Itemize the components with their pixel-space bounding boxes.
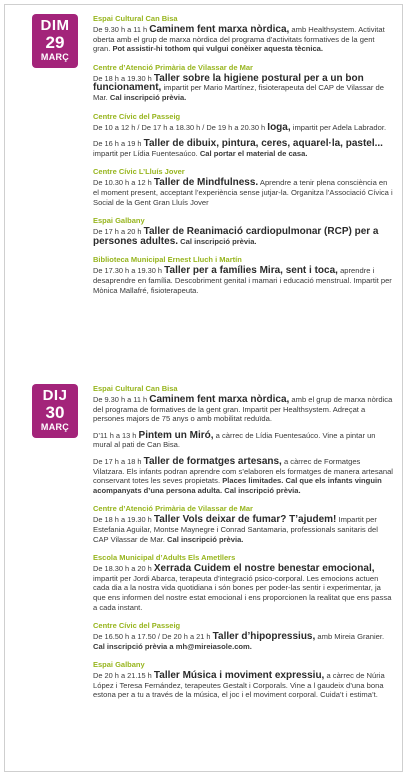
event-note: Pot assistir-hi tothom qui vulgui conèixer aquesta tècnica. [112, 44, 323, 54]
event-title: Taller sobre la higiene postural per a un bon funcionament, [93, 72, 364, 94]
event-title: Taller de dibuix, pintura, ceres, aquarel·la, pastel... [143, 138, 383, 150]
event-note: Cal inscripció prèvia. [109, 92, 187, 102]
day-badge [32, 384, 78, 438]
venue-name: Espai Galbany [93, 216, 145, 226]
event-note: Cal portar el material de casa. [199, 148, 308, 158]
event-description: impartit per Adela Labrador. [292, 122, 387, 132]
event-text [93, 564, 393, 612]
event-time: De 17 h a 18 h [93, 456, 142, 466]
event-title: Taller Vols deixar de fumar? T’ajudem! [153, 514, 337, 526]
venue-name: Centre d’Atenció Primària de Vilassar de Mar [93, 62, 253, 72]
event-text [93, 123, 393, 133]
event-description: amb Healthsystem. Activitat oberta amb el grup de marxa nòrdica del programa d’activitats formatives de la gent gran. [93, 25, 385, 54]
event [93, 553, 393, 612]
event-description: Impartit per Estefania Aguilar, Montse Maynegre i Conrad Santamaria, professionals sanitaris del CAP Vilassar de Mar. [93, 515, 378, 544]
venue-name: Espai Galbany [93, 660, 145, 670]
event-text [93, 431, 393, 450]
event-title: Ioga, [267, 121, 291, 133]
event-time: De 17.30 h a 19.30 h [93, 266, 163, 276]
event-title: Xerrada Cuidem el nostre benestar emocional, [153, 563, 375, 575]
event-title: Caminem fent marxa nòrdica, [149, 24, 290, 35]
event-text [93, 74, 393, 103]
event-description: impartit per Lídia Fuentesaúco. [93, 148, 198, 158]
event-time: D’11 h a 13 h [93, 430, 137, 440]
event-description: amb Mireia Granier. [317, 632, 385, 642]
event-description: Aprendre a tenir plena consciència en el moment present, acceptant l’experiència sense jutjar-la. [93, 178, 388, 197]
day-month: MARÇ [40, 422, 70, 432]
day-name: DIM [40, 17, 70, 34]
event-text [93, 457, 393, 495]
event-time: De 17 h a 20 h [93, 227, 142, 237]
event-title: Taller de Mindfulness. [153, 177, 259, 189]
event-text [93, 671, 393, 700]
day-month: MARÇ [40, 52, 70, 62]
event-description: impartit per Jordi Abarca, terapeuta d’integració psico-corporal. Les emocions actuen cada dia a la nostra vida quotidiana i són bones per poder-las sentir i experimentar, ja que ens informen del nostre estat emocional i ens proporcionen la realitat que ens passa a cada instant. [93, 573, 392, 612]
day-number: 30 [45, 403, 65, 422]
event-text [93, 515, 393, 544]
event-organizer: Organitza l’Associació Cívica i Social de la Gent Gran Lluís Jover [93, 187, 393, 207]
event-title: Taller Música i moviment expressiu, [153, 670, 325, 682]
event-title: Taller d’hipopressius, [212, 631, 316, 643]
event-note: Cal inscripció prèvia. [167, 534, 244, 544]
event-text [93, 227, 393, 246]
event-description: a càrrec de Formatges Vilatzara. Els infants podran aprendre com s’elaboren els formatges de manera artesanal conservant totes les seves propietats. [93, 456, 393, 486]
event-description: aprendre i desaprendre en família. Descobriment genital i mamari i educació menstrual. Impartit per Mònica Mallafré, fisioterapeuta. [93, 266, 392, 295]
event-note: Places limitades. Cal que els infants vinguin acompanyats d’una persona adulta. Cal inscripció prèvia. [93, 476, 382, 495]
venue-name: Espai Cultural Can Bisa [93, 384, 178, 393]
event-title: Taller de Reanimació cardiopulmonar (RCP) per a persones adultes. [93, 226, 379, 247]
event-time: De 9.30 h a 11 h [93, 25, 148, 34]
event [93, 14, 393, 54]
event-text [93, 632, 393, 651]
event-title: Pintem un Miró, [138, 429, 214, 441]
event [93, 167, 393, 207]
event-text [93, 139, 393, 158]
event-time: De 18 h a 19.30 h [93, 73, 152, 83]
event-text [93, 178, 393, 207]
event-time: De 18 h a 19.30 h [93, 515, 152, 525]
event-time: De 10.30 h a 12 h [93, 178, 152, 188]
event-title: Taller per a famílies Mira, sent i toca, [164, 265, 338, 277]
event [93, 216, 393, 246]
event [93, 63, 393, 103]
event-description: amb el grup de marxa nòrdica del programa de formatives de la gent gran. Impartit per Healthsystem. Adreçat a persones majors de 75 anys o amb mobilitat reduïda. [93, 395, 393, 424]
event-time: De 18.30 h a 20 h [93, 564, 152, 574]
event-text [93, 266, 393, 295]
day-number: 29 [45, 33, 65, 52]
event-time: De 10 a 12 h / De 17 h a 18.30 h / De 19 h a 20.30 h [93, 122, 266, 132]
venue-name: Escola Municipal d’Adults Els Ametllers [93, 553, 236, 563]
event [93, 384, 393, 495]
day-badge [32, 14, 78, 68]
event-time: De 16.50 h a 17.50 / De 20 h a 21 h [93, 632, 211, 642]
event-title: Taller de formatges artesans, [143, 455, 282, 467]
venue-name: Centre Cívic del Passeig [93, 111, 181, 121]
event-title: Caminem fent marxa nòrdica, [149, 394, 290, 405]
event-time: De 9.30 h a 11 h [93, 395, 148, 404]
event [93, 504, 393, 544]
event [93, 112, 393, 159]
event [93, 660, 393, 700]
venue-name: Centre d’Atenció Primària de Vilassar de Mar [93, 504, 253, 514]
event-note: Cal inscripció prèvia a mh@mireiasole.com. [93, 641, 252, 651]
event-text [93, 395, 393, 424]
day-name: DIJ [42, 387, 68, 404]
events-day-30 [93, 384, 393, 709]
event [93, 621, 393, 651]
event-time: De 20 h a 21.15 h [93, 671, 152, 681]
venue-name: Centre Cívic del Passeig [93, 621, 181, 631]
events-day-29 [93, 14, 393, 304]
event-description: impartit per Mario Martínez, fisioterapeuta del CAP de Vilassar de Mar. [93, 83, 384, 102]
event-time: De 16 h a 19 h [93, 139, 142, 149]
event-description: a càrrec de Lídia Fuentesaúco. Vine a pintar un mural al pati de Can Bisa. [93, 430, 376, 450]
event-text [93, 25, 393, 54]
venue-name: Centre Cívic L’Lluís Jover [93, 167, 185, 177]
event-description: a càrrec de Núria López i Teresa Fernández, terapeutes Gestalt i Corporals. Vine a l gaudeix d’una bona estona per a tu a través de la música, el joc i el moviment corporal. Cuida’t i estima’t. [93, 671, 385, 700]
venue-name: Biblioteca Municipal Ernest Lluch i Martín [93, 255, 242, 265]
venue-name: Espai Cultural Can Bisa [93, 14, 178, 23]
event [93, 255, 393, 295]
event-note: Cal inscripció prèvia. [180, 236, 257, 246]
